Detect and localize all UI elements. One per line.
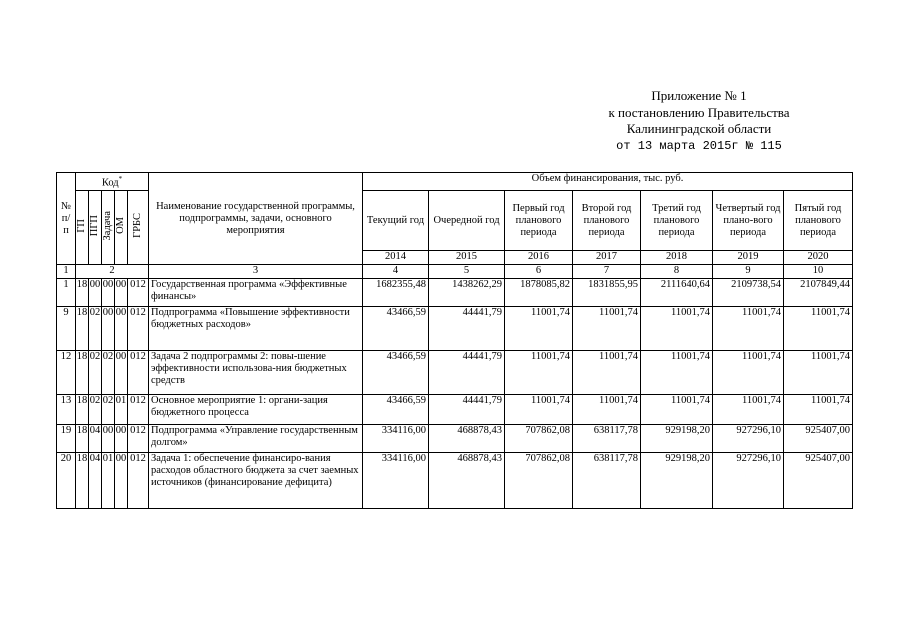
year-value-1: 2015 xyxy=(429,251,505,265)
funding-value: 11001,74 xyxy=(505,351,573,395)
year-value-3: 2017 xyxy=(573,251,641,265)
code-cell: 02 xyxy=(102,351,115,395)
code-cell: 02 xyxy=(89,395,102,425)
funding-value: 638117,78 xyxy=(573,425,641,453)
funding-value: 11001,74 xyxy=(713,307,784,351)
index-cell-7: 8 xyxy=(641,265,713,279)
code-cell: 00 xyxy=(115,279,128,307)
year-label-4: Третий год планового периода xyxy=(641,191,713,251)
code-cell: 012 xyxy=(128,395,149,425)
funding-value: 929198,20 xyxy=(641,425,713,453)
funding-value: 11001,74 xyxy=(573,395,641,425)
code-cell: 012 xyxy=(128,279,149,307)
year-value-2: 2016 xyxy=(505,251,573,265)
row-number: 20 xyxy=(57,453,76,509)
row-number: 1 xyxy=(57,279,76,307)
code-cell: 00 xyxy=(115,351,128,395)
code-cell: 00 xyxy=(115,453,128,509)
code-cell: 18 xyxy=(76,307,89,351)
year-label-2: Первый год планового периода xyxy=(505,191,573,251)
funding-value: 929198,20 xyxy=(641,453,713,509)
funding-value: 468878,43 xyxy=(429,425,505,453)
code-header-pgp: ПГП xyxy=(89,191,102,265)
code-cell: 012 xyxy=(128,425,149,453)
funding-value: 43466,59 xyxy=(363,307,429,351)
row-number: 13 xyxy=(57,395,76,425)
funding-value: 11001,74 xyxy=(505,395,573,425)
index-cell-3: 4 xyxy=(363,265,429,279)
funding-value: 925407,00 xyxy=(784,453,853,509)
funding-value: 2107849,44 xyxy=(784,279,853,307)
index-cell-9: 10 xyxy=(784,265,853,279)
funding-value: 2111640,64 xyxy=(641,279,713,307)
funding-value: 927296,10 xyxy=(713,425,784,453)
program-name: Подпрограмма «Управление государственным долгом» xyxy=(149,425,363,453)
table-row xyxy=(57,453,853,509)
program-name: Задача 1: обеспечение финансиро-вания расходов областного бюджета за счет заемных источников (финансирование дефицита) xyxy=(149,453,363,509)
index-cell-6: 7 xyxy=(573,265,641,279)
table-row xyxy=(57,307,853,351)
funding-value: 11001,74 xyxy=(784,395,853,425)
code-cell: 02 xyxy=(102,395,115,425)
funding-value: 925407,00 xyxy=(784,425,853,453)
funding-value: 11001,74 xyxy=(784,351,853,395)
year-value-0: 2014 xyxy=(363,251,429,265)
funding-value: 468878,43 xyxy=(429,453,505,509)
financing-table xyxy=(56,172,853,509)
year-value-6: 2020 xyxy=(784,251,853,265)
year-label-6: Пятый год планового периода xyxy=(784,191,853,251)
funding-value: 11001,74 xyxy=(641,395,713,425)
year-label-3: Второй год планового периода xyxy=(573,191,641,251)
code-header-grbs: ГРБС xyxy=(128,191,149,265)
index-cell-1: 2 xyxy=(76,265,149,279)
resolution-reference: к постановлению Правительства xyxy=(608,104,790,120)
code-header-gp: ГП xyxy=(76,191,89,265)
program-name: Государственная программа «Эффективные финансы» xyxy=(149,279,363,307)
code-cell: 02 xyxy=(89,351,102,395)
code-cell: 012 xyxy=(128,307,149,351)
funding-value: 11001,74 xyxy=(713,351,784,395)
row-number: 9 xyxy=(57,307,76,351)
funding-value: 44441,79 xyxy=(429,351,505,395)
index-cell-5: 6 xyxy=(505,265,573,279)
code-cell: 00 xyxy=(102,307,115,351)
funding-value: 11001,74 xyxy=(784,307,853,351)
code-cell: 00 xyxy=(115,307,128,351)
table-row xyxy=(57,279,853,307)
document-header xyxy=(549,88,849,154)
code-cell: 00 xyxy=(102,425,115,453)
code-cell: 18 xyxy=(76,395,89,425)
funding-value: 334116,00 xyxy=(363,425,429,453)
code-cell: 18 xyxy=(76,351,89,395)
funding-value: 44441,79 xyxy=(429,395,505,425)
code-cell: 02 xyxy=(89,307,102,351)
funding-value: 1831855,95 xyxy=(573,279,641,307)
year-value-5: 2019 xyxy=(713,251,784,265)
code-cell: 04 xyxy=(89,453,102,509)
funding-value: 927296,10 xyxy=(713,453,784,509)
funding-value: 11001,74 xyxy=(641,351,713,395)
code-cell: 00 xyxy=(102,279,115,307)
code-header-om: ОМ xyxy=(115,191,128,265)
code-cell: 18 xyxy=(76,453,89,509)
code-cell: 01 xyxy=(102,453,115,509)
funding-value: 1878085,82 xyxy=(505,279,573,307)
funding-value: 11001,74 xyxy=(641,307,713,351)
funding-value: 11001,74 xyxy=(573,307,641,351)
code-header-task: Задача xyxy=(102,191,115,265)
funding-value: 43466,59 xyxy=(363,395,429,425)
funding-value: 1682355,48 xyxy=(363,279,429,307)
program-name: Основное мероприятие 1: органи-зация бюджетного процесса xyxy=(149,395,363,425)
table-row xyxy=(57,351,853,395)
program-name: Задача 2 подпрограммы 2: повы-шение эффективности использова-ния бюджетных средств xyxy=(149,351,363,395)
index-cell-2: 3 xyxy=(149,265,363,279)
code-cell: 18 xyxy=(76,279,89,307)
code-cell: 012 xyxy=(128,351,149,395)
table-row xyxy=(57,425,853,453)
code-cell: 04 xyxy=(89,425,102,453)
funding-value: 707862,08 xyxy=(505,425,573,453)
region-name: Калининградской области xyxy=(626,121,772,136)
header-funding: Объем финансирования, тыс. руб. xyxy=(363,173,853,191)
resolution-date-number: от 13 марта 2015г № 115 xyxy=(616,138,782,153)
funding-value: 11001,74 xyxy=(505,307,573,351)
funding-value: 638117,78 xyxy=(573,453,641,509)
funding-value: 2109738,54 xyxy=(713,279,784,307)
appendix-title: Приложение № 1 xyxy=(651,88,747,103)
year-label-5: Четвертый год плано-вого периода xyxy=(713,191,784,251)
index-cell-4: 5 xyxy=(429,265,505,279)
funding-value: 707862,08 xyxy=(505,453,573,509)
year-label-1: Очередной год xyxy=(429,191,505,251)
index-cell-0: 1 xyxy=(57,265,76,279)
funding-value: 43466,59 xyxy=(363,351,429,395)
funding-value: 11001,74 xyxy=(573,351,641,395)
funding-value: 334116,00 xyxy=(363,453,429,509)
header-num: № п/п xyxy=(57,173,76,265)
code-cell: 01 xyxy=(115,395,128,425)
funding-value: 1438262,29 xyxy=(429,279,505,307)
header-code: Код* xyxy=(76,173,149,191)
index-cell-8: 9 xyxy=(713,265,784,279)
program-name: Подпрограмма «Повышение эффективности бюджетных расходов» xyxy=(149,307,363,351)
code-cell: 18 xyxy=(76,425,89,453)
row-number: 19 xyxy=(57,425,76,453)
header-name: Наименование государственной программы, подпрограммы, задачи, основного мероприятия xyxy=(149,173,363,265)
code-cell: 00 xyxy=(89,279,102,307)
code-cell: 012 xyxy=(128,453,149,509)
funding-value: 11001,74 xyxy=(713,395,784,425)
table-row xyxy=(57,395,853,425)
funding-value: 44441,79 xyxy=(429,307,505,351)
row-number: 12 xyxy=(57,351,76,395)
year-value-4: 2018 xyxy=(641,251,713,265)
year-label-0: Текущий год xyxy=(363,191,429,251)
code-cell: 00 xyxy=(115,425,128,453)
